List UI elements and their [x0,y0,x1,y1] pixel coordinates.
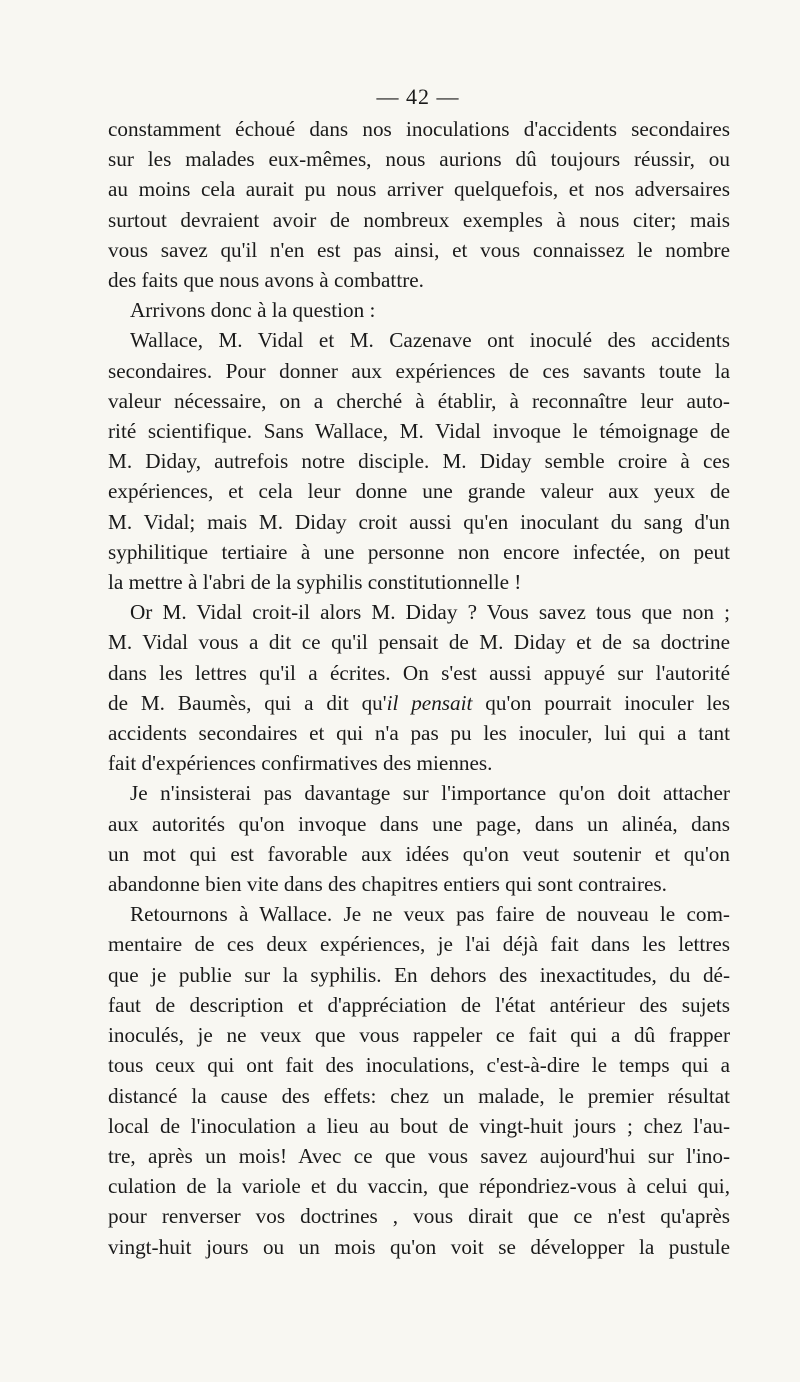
text-line-content: faut de description et d'appréciation de l'état antérieur des sujets [108,992,730,1017]
text-line-content: dans les lettres qu'il a écrites. On s'est aussi appuyé sur l'autorité [108,660,730,685]
text-line [108,144,730,174]
text-line [108,356,730,386]
text-line-content: Arrivons donc à la question : [130,298,376,323]
text-line-continuation: qu'on pourrait inoculer les [472,690,731,715]
text-line [108,597,730,627]
text-line [108,1050,730,1080]
text-line-content: fait d'expériences confirmatives des miennes. [108,751,493,776]
text-line [108,809,730,839]
text-line [108,778,730,808]
text-line [108,386,730,416]
italic-text: il pensait [386,690,473,715]
text-line [108,1111,730,1141]
text-line-content: distancé la cause des effets: chez un malade, le premier résultat [108,1083,730,1108]
text-line [108,718,730,748]
text-line-content: culation de la variole et du vaccin, que répondriez-vous à celui qui, [108,1174,730,1199]
text-line-content: secondaires. Pour donner aux expériences de ces savants toute la [108,358,730,383]
text-line-content: que je publie sur la syphilis. En dehors des inexactitudes, du dé- [108,962,730,987]
text-line-content: Or M. Vidal croit-il alors M. Diday ? Vous savez tous que non ; [130,600,730,625]
text-line [108,265,730,295]
text-line-content: valeur nécessaire, on a cherché à établir, à reconnaître leur auto- [108,388,730,413]
text-line [108,748,730,778]
text-line [108,235,730,265]
text-line-content: M. Vidal; mais M. Diday croit aussi qu'en inoculant du sang d'un [108,509,730,534]
text-line-content: la mettre à l'abri de la syphilis constitutionnelle ! [108,570,522,595]
text-line [108,416,730,446]
text-line [108,174,730,204]
text-line-content: aux autorités qu'on invoque dans une page, dans un alinéa, dans [108,811,730,836]
text-line-content: de M. Baumès, qui a dit qu' [108,690,387,715]
text-line [108,537,730,567]
text-line-content: abandonne bien vite dans des chapitres entiers qui sont contraires. [108,872,667,897]
text-line-content: sur les malades eux-mêmes, nous aurions dû toujours réussir, ou [108,147,730,172]
text-line [108,114,730,144]
page-number: — 42 — [376,84,460,109]
text-line [108,1201,730,1231]
text-line [108,869,730,899]
text-line-content: vingt-huit jours ou un mois qu'on voit se développer la pustule [108,1234,730,1259]
text-line-content: vous savez qu'il n'en est pas ainsi, et vous connaissez le nombre [108,237,730,262]
body-text [108,114,730,1262]
text-line [108,1171,730,1201]
text-line [108,688,730,718]
text-line [108,295,730,325]
text-line [108,990,730,1020]
text-line-content: tous ceux qui ont fait des inoculations, c'est-à-dire le temps qui a [108,1053,730,1078]
text-line-content: M. Diday, autrefois notre disciple. M. Diday semble croire à ces [108,449,730,474]
text-line-content: Je n'insisterai pas davantage sur l'importance qu'on doit attacher [130,781,730,806]
text-line-content: constamment échoué dans nos inoculations d'accidents secondaires [108,117,730,141]
text-line-content: pour renverser vos doctrines , vous dirait que ce n'est qu'après [108,1204,730,1229]
text-line [108,1020,730,1050]
text-line [108,507,730,537]
text-line-content: des faits que nous avons à combattre. [108,268,424,293]
text-line [108,567,730,597]
text-line-content: mentaire de ces deux expériences, je l'ai déjà fait dans les lettres [108,932,730,957]
text-line [108,1141,730,1171]
text-line-content: surtout devraient avoir de nombreux exemples à nous citer; mais [108,207,730,232]
text-line [108,1232,730,1262]
text-line-content: inoculés, je ne veux que vous rappeler ce fait qui a dû frapper [108,1023,730,1048]
text-line-content: M. Vidal vous a dit ce qu'il pensait de M. Diday et de sa doctrine [108,630,730,655]
text-line [108,899,730,929]
text-line [108,325,730,355]
text-line-content: un mot qui est favorable aux idées qu'on veut soutenir et qu'on [108,841,730,866]
text-line [108,627,730,657]
text-line-content: au moins cela aurait pu nous arriver quelquefois, et nos adversaires [108,177,730,202]
text-line [108,446,730,476]
text-line-content: tre, après un mois! Avec ce que vous savez aujourd'hui sur l'ino- [108,1143,730,1168]
text-line-content: rité scientifique. Sans Wallace, M. Vidal invoque le témoignage de [108,419,730,444]
text-line-content: expériences, et cela leur donne une grande valeur aux yeux de [108,479,730,504]
text-line [108,1081,730,1111]
text-line [108,658,730,688]
text-line-content: local de l'inoculation a lieu au bout de vingt-huit jours ; chez l'au- [108,1113,730,1138]
text-line-content: syphilitique tertiaire à une personne non encore infectée, on peut [108,539,730,564]
text-line [108,839,730,869]
text-line-content: Wallace, M. Vidal et M. Cazenave ont inoculé des accidents [130,328,730,353]
text-line-content: accidents secondaires et qui n'a pas pu les inoculer, lui qui a tant [108,721,730,746]
text-line [108,476,730,506]
text-line [108,929,730,959]
text-line [108,205,730,235]
text-line-content: Retournons à Wallace. Je ne veux pas faire de nouveau le com- [130,902,730,927]
text-line [108,960,730,990]
